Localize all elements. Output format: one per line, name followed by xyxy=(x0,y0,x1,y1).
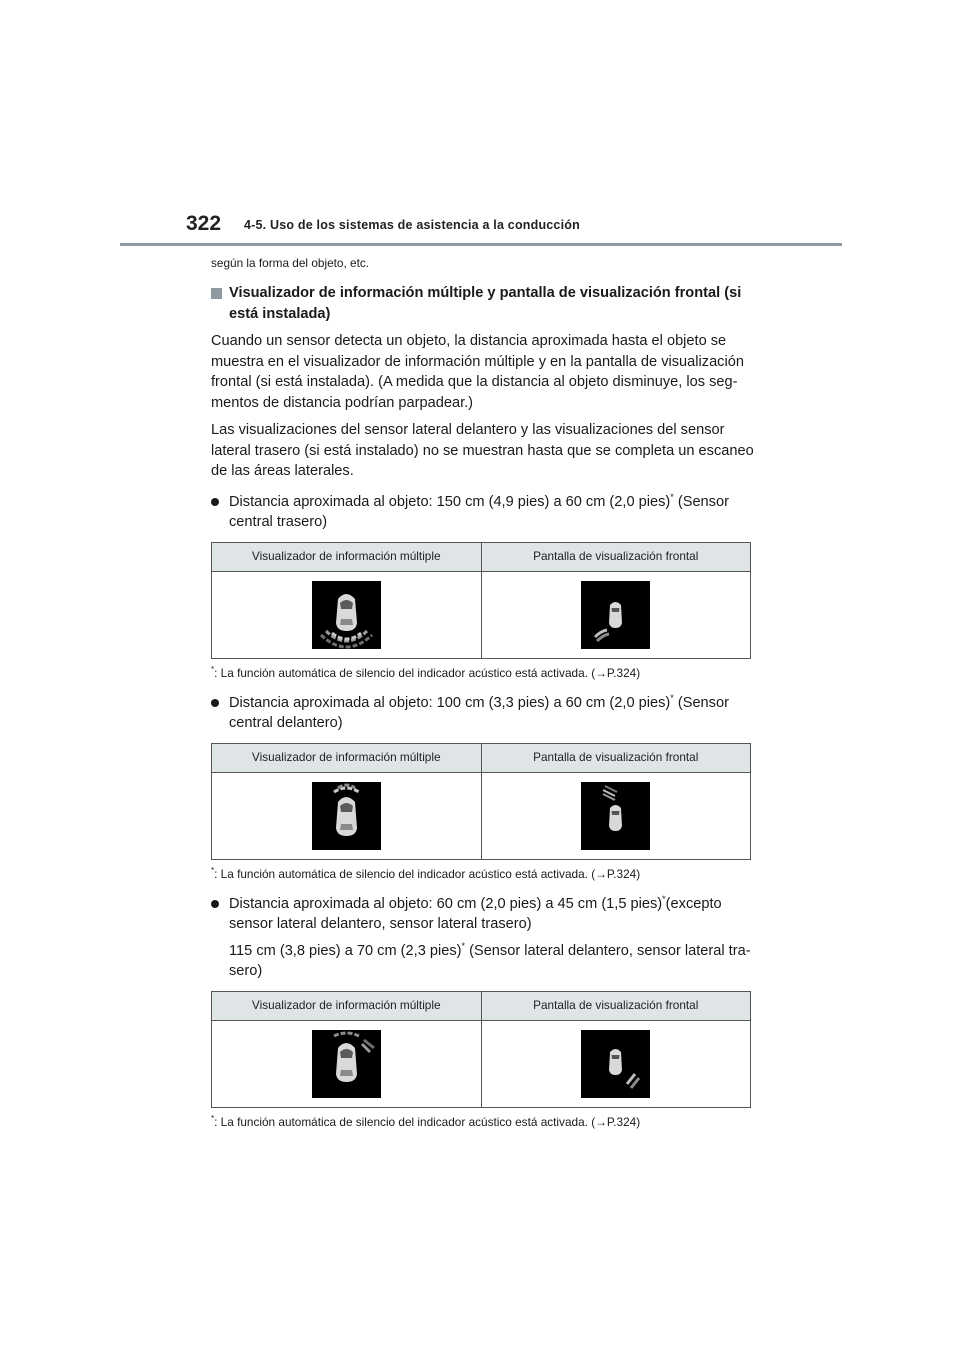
table-header-hud: Pantalla de visualización frontal xyxy=(481,991,751,1020)
bullet-dot-icon xyxy=(211,498,219,506)
car-side-sensor-icon xyxy=(581,1030,650,1098)
display-table-3 xyxy=(211,991,751,1108)
item3-line3: 115 cm (3,8 pies) a 70 cm (2,3 pies) xyxy=(229,942,462,959)
square-bullet-icon xyxy=(211,288,222,299)
bullet-item-2 xyxy=(211,693,756,734)
paragraph-1: Cuando un sensor detecta un objeto, la distancia aproximada hasta el objeto se muestra en el visualizador de información múltiple y en la pantalla de visualización frontal (si está instalada). (A medida que la distancia al objeto disminuye, los seg- mentos de distancia podrían parpadear.) xyxy=(211,333,744,411)
item3-line1-end: (excepto xyxy=(665,895,722,912)
paragraph-2: Las visualizaciones del sensor lateral delantero y las visualizaciones del sensor lateral trasero (si está instalado) no se muestran hasta que se completa un escaneo de las áreas laterales. xyxy=(211,422,754,479)
bullet-item-1 xyxy=(211,492,756,533)
footnote-2: : La función automática de silencio del indicador acústico está activada. (→P.324) xyxy=(214,866,641,881)
page-content xyxy=(211,255,756,1142)
header-rule xyxy=(120,243,842,246)
section-heading-line2: está instalada) xyxy=(229,306,331,322)
item3-line2: sensor lateral delantero, sensor lateral trasero) xyxy=(229,916,532,932)
asterisk-mark: * xyxy=(670,491,674,502)
display-table-1 xyxy=(211,542,751,659)
bullet-dot-icon xyxy=(211,900,219,908)
table-header-hud: Pantalla de visualización frontal xyxy=(481,542,751,571)
asterisk-mark: * xyxy=(662,893,666,904)
car-rear-sensor-icon xyxy=(312,581,381,649)
footnote-1: : La función automática de silencio del indicador acústico está activada. (→P.324) xyxy=(214,665,641,680)
car-rear-sensor-icon xyxy=(581,581,650,649)
car-front-sensor-icon xyxy=(581,782,650,850)
car-side-sensor-icon xyxy=(312,1030,381,1098)
asterisk-mark: * xyxy=(461,940,466,951)
item2-line1-end: (Sensor xyxy=(673,694,729,711)
car-front-sensor-icon xyxy=(312,782,381,850)
table-header-hud: Pantalla de visualización frontal xyxy=(481,743,751,772)
table-header-mid: Visualizador de información múltiple xyxy=(212,542,482,571)
bullet-dot-icon xyxy=(211,699,219,707)
section-heading xyxy=(211,283,756,325)
item3-line3-end: (Sensor lateral delantero, sensor lateral tra- xyxy=(465,942,751,959)
item1-line1-end: (Sensor xyxy=(673,493,729,510)
table-header-mid: Visualizador de información múltiple xyxy=(212,743,482,772)
item1-line1: Distancia aproximada al objeto: 150 cm (4,9 pies) a 60 cm (2,0 pies) xyxy=(229,493,671,510)
footnote-asterisk: * xyxy=(211,664,215,674)
table-header-mid: Visualizador de información múltiple xyxy=(212,991,482,1020)
item3-line4: sero) xyxy=(229,963,263,979)
asterisk-mark: * xyxy=(670,692,674,703)
intro-fragment: según la forma del objeto, etc. xyxy=(211,256,370,270)
display-table-2 xyxy=(211,743,751,860)
footnote-asterisk: * xyxy=(211,865,215,875)
item1-line2: central trasero) xyxy=(229,514,328,530)
section-heading-line1: Visualizador de información múltiple y pantalla de visualización frontal (si xyxy=(229,285,742,301)
item3-line1: Distancia aproximada al objeto: 60 cm (2,0 pies) a 45 cm (1,5 pies) xyxy=(229,895,663,912)
footnote-3: : La función automática de silencio del indicador acústico está activada. (→P.324) xyxy=(214,1114,641,1129)
footnote-asterisk: * xyxy=(211,1113,215,1123)
item2-line1: Distancia aproximada al objeto: 100 cm (3,3 pies) a 60 cm (2,0 pies) xyxy=(229,694,671,711)
page-number: 322 xyxy=(186,212,222,235)
bullet-item-3 xyxy=(211,894,756,982)
item2-line2: central delantero) xyxy=(229,715,343,731)
chapter-title: 4-5. Uso de los sistemas de asistencia a la conducción xyxy=(244,218,580,232)
